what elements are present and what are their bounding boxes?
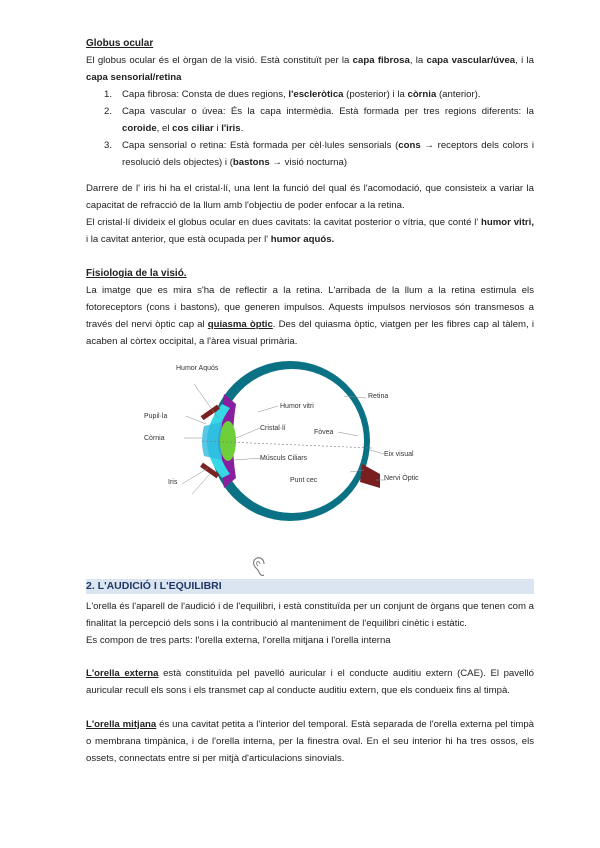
- text: Capa fibrosa: Consta de dues regions,: [122, 89, 289, 100]
- vitreous-chamber: [220, 369, 364, 513]
- text: El globus ocular és el òrgan de la visió. Està constituït per la: [86, 55, 353, 66]
- globus-intro-paragraph: [86, 52, 534, 86]
- label-retina: Retina: [368, 393, 389, 400]
- text: és una cavitat petita a l'interior del temporal. Està separada de l'orella externa pel timpà o membrana timpànica, i de l'orella interna, per la finestra oval. En el seu interior hi ha tres ossos, els ossets, connectats entre si per mitjà d'articulacions sinovials.: [86, 719, 535, 764]
- text: (anterior).: [436, 89, 481, 100]
- section-orella-mitjana: [86, 716, 534, 767]
- term-capa-sensorial: capa sensorial/retina: [86, 72, 182, 83]
- term-humor-vitri: humor vitri,: [481, 217, 534, 228]
- section-orella-externa: [86, 665, 534, 699]
- term-cos-ciliar: cos ciliar: [172, 123, 214, 134]
- section-audicio: [86, 598, 534, 649]
- text: → receptors dels colors i resolució dels objectes) i (: [122, 140, 534, 168]
- paragraph-orella-intro: L'orella és l'aparell de l'audició i de l'equilibri, i està constituïda per un conjunt de òrgans que tenen com a finalitat la percepció dels sons i la contribució al manteniment de l'equilibri cinètic i estàtic.: [86, 601, 534, 629]
- anterior-chamber-shape: [202, 422, 222, 460]
- term-humor-aquos: humor aquós.: [270, 234, 335, 245]
- term-coroide: coroide: [122, 123, 157, 134]
- list-number: 1.: [104, 89, 113, 100]
- term-orella-externa: L'orella externa: [86, 668, 159, 679]
- label-iris: Iris: [168, 479, 178, 486]
- label-fovea: Fòvea: [314, 429, 334, 436]
- list-item: [104, 103, 534, 137]
- label-humor-vitri: Humor vitri: [280, 403, 314, 410]
- text: Capa vascular o úvea: És la capa intermèdia. Està formada per tres regions diferents: la: [122, 106, 534, 117]
- term-iris: l'iris: [221, 123, 241, 134]
- heading-audicio-text: 2. L'AUDICIÓ I L'EQUILIBRI: [86, 580, 222, 592]
- text: i la cavitat anterior, que està ocupada per l': [86, 234, 271, 245]
- heading-fisiologia: Fisiologia de la visió.: [86, 268, 187, 279]
- term-orella-mitjana: L'orella mitjana: [86, 719, 157, 730]
- text: Capa sensorial o retina: Està formada per cèl·lules sensorials (: [122, 140, 399, 151]
- text: .: [240, 123, 244, 134]
- term-bastons: bastons: [232, 157, 270, 168]
- term-capa-fibrosa: capa fibrosa: [352, 55, 410, 66]
- term-capa-vascular: capa vascular/úvea: [426, 55, 516, 66]
- section-cristalli: [86, 180, 534, 248]
- label-cornia: Còrnia: [144, 435, 165, 442]
- list-item: [104, 86, 534, 103]
- paragraph-cavitats: [86, 214, 534, 248]
- label-pupil-la: Pupil·la: [144, 413, 168, 420]
- label-nervi-optic: Nervi Òptic: [384, 475, 419, 482]
- term-cons: cons: [398, 140, 421, 151]
- lens-shape: [220, 421, 236, 461]
- section-globus: [86, 35, 534, 86]
- term-esclerotica: l'escleròtica: [288, 89, 344, 100]
- heading-globus-ocular: Globus ocular: [86, 38, 154, 49]
- text: El cristal·lí divideix el globus ocular en dues cavitats: la cavitat posterior o vítria, que conté l': [86, 217, 482, 228]
- text: està constituïda pel pavelló auricular i el conducte auditiu extern (CAE). El pavelló auricular recull els sons i els transmet cap al conducte auditiu extern, que els condueix fins al timpà.: [86, 668, 534, 696]
- label-musculs-ciliars: Músculs Ciliars: [260, 455, 308, 462]
- text: → visió nocturna): [269, 157, 348, 168]
- eye-diagram: [140, 356, 430, 521]
- term-quiasma-optic: quiasma òptic: [207, 319, 273, 330]
- text: , i la: [515, 55, 534, 66]
- list-number: 3.: [104, 140, 113, 151]
- section-fisiologia: [86, 265, 534, 350]
- layers-list: [104, 86, 534, 171]
- text: i: [213, 123, 222, 134]
- term-cornia: còrnia: [407, 89, 437, 100]
- paragraph-cristalli: Darrere de l' iris hi ha el cristal·lí, una lent la funció del qual és l'acomodació, que consisteix a variar la capacitat de refracció de la llum amb l'objectiu de poder enfocar a la retina.: [86, 183, 534, 211]
- paragraph-orella-externa: [86, 665, 534, 699]
- label-humor-aquos: Humor Aquós: [176, 365, 219, 372]
- paragraph-orella-mitjana: [86, 716, 534, 767]
- text: (posterior) i la: [343, 89, 408, 100]
- list-number: 2.: [104, 106, 113, 117]
- text: . Des del quiasma òptic, viatgen per les fibres cap al tàlem, i acaben al còrtex occipital, a l'àrea visual primària.: [86, 319, 534, 347]
- text: , el: [156, 123, 173, 134]
- label-eix-visual: Eix visual: [384, 451, 414, 458]
- optic-nerve-shape: [360, 464, 380, 488]
- paragraph-fisiologia: [86, 282, 534, 350]
- label-cristal-li: Cristal·lí: [260, 425, 286, 432]
- text: , la: [409, 55, 427, 66]
- paragraph-orella-parts: Es compon de tres parts: l'orella externa, l'orella mitjana i l'orella interna: [86, 635, 391, 646]
- heading-audicio: [86, 579, 534, 594]
- list-item: [104, 137, 534, 171]
- ear-icon: [252, 556, 268, 578]
- label-punt-cec: Punt cec: [290, 477, 318, 484]
- text: La imatge que es mira s'ha de reflectir a la retina. L'arribada de la llum a la retina estimula els fotoreceptors (cons i bastons), que generen impulsos. Aquests impulsos nerviosos són transmesos a través del nervi òptic cap al: [86, 285, 534, 330]
